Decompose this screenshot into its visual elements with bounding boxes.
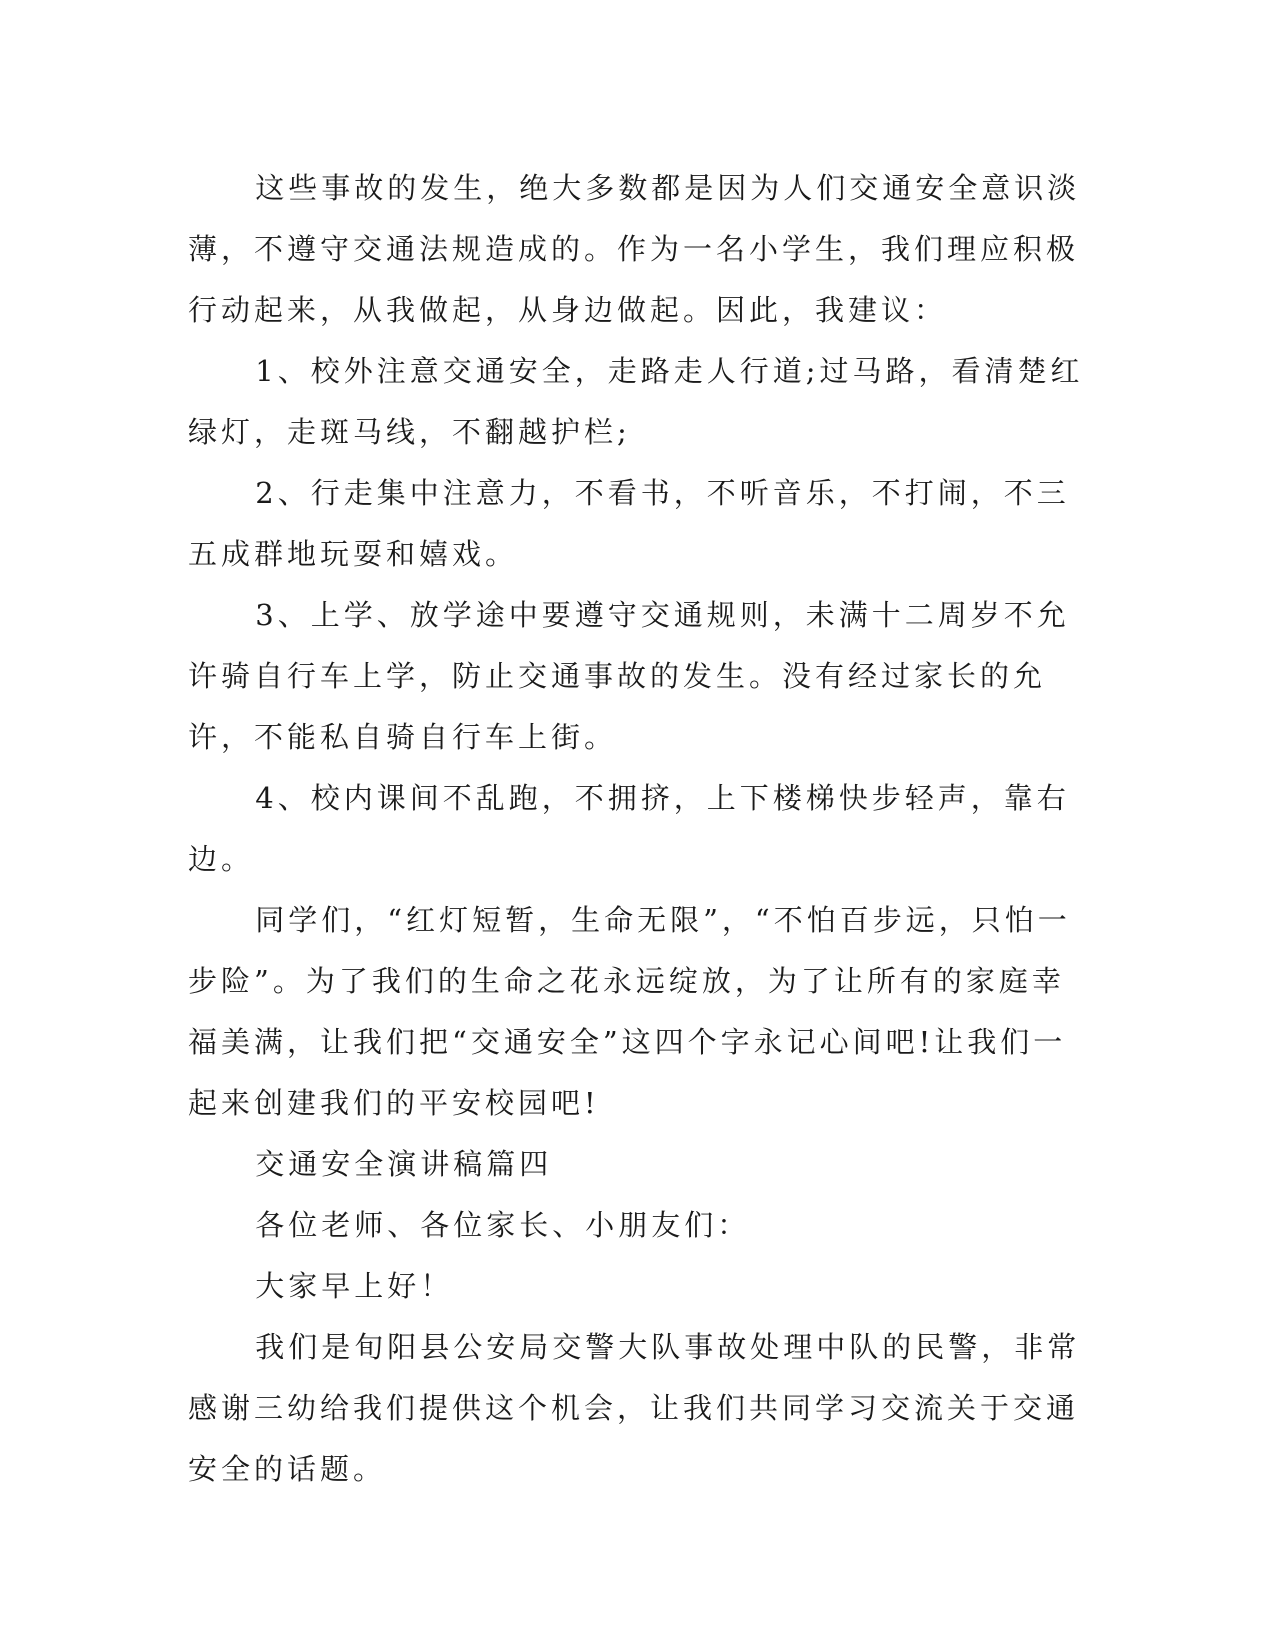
paragraph-suggestion-1: 1、校外注意交通安全，走路走人行道;过马路，看清楚红绿灯，走斑马线，不翻越护栏; <box>188 354 1084 449</box>
document-body <box>188 158 1088 1500</box>
paragraph-introduction: 我们是旬阳县公安局交警大队事故处理中队的民警，非常感谢三幼给我们提供这个机会，让我们共同学习交流关于交通安全的话题。 <box>188 1330 1081 1486</box>
paragraph-causes: 这些事故的发生，绝大多数都是因为人们交通安全意识淡薄，不遵守交通法规造成的。作为一名小学生，我们理应积极行动起来，从我做起，从身边做起。因此，我建议： <box>188 171 1081 327</box>
salutation: 各位老师、各位家长、小朋友们： <box>255 1208 751 1242</box>
paragraph-suggestion-4: 4、校内课间不乱跑，不拥挤，上下楼梯快步轻声，靠右边。 <box>188 781 1070 876</box>
section-heading: 交通安全演讲稿篇四 <box>255 1147 553 1181</box>
paragraph-suggestion-3: 3、上学、放学途中要遵守交通规则，未满十二周岁不允许骑自行车上学，防止交通事故的发生。没有经过家长的允许，不能私自骑自行车上街。 <box>188 598 1070 754</box>
paragraph-suggestion-2: 2、行走集中注意力，不看书，不听音乐，不打闹，不三五成群地玩耍和嬉戏。 <box>188 476 1070 571</box>
paragraph-closing-appeal: 同学们，“红灯短暂，生命无限”，“不怕百步远，只怕一步险”。为了我们的生命之花永远绽放，为了让所有的家庭幸福美满，让我们把“交通安全”这四个字永记心间吧!让我们一起来创建我们的平安校园吧! <box>188 903 1071 1120</box>
greeting: 大家早上好！ <box>255 1269 454 1303</box>
